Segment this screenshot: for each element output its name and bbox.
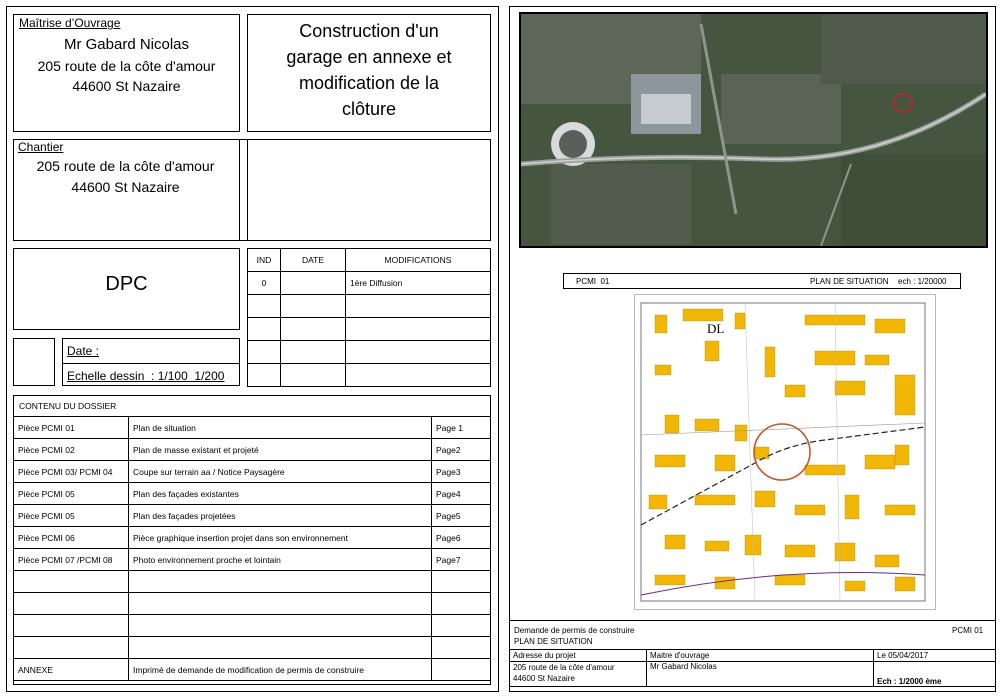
- modifications-table: [247, 248, 491, 387]
- contents-desc: Plan des façades projetées: [129, 505, 432, 527]
- contents-desc: [129, 637, 432, 659]
- project-title-line-4: clôture: [341, 99, 397, 119]
- footer-row: [510, 650, 996, 662]
- contents-page: Page4: [432, 483, 491, 505]
- project-title-line-2: garage en annexe et: [286, 47, 452, 67]
- modification-ind: 0: [248, 272, 281, 295]
- modification-date: [281, 364, 346, 387]
- contents-table: [13, 416, 491, 681]
- cadastral-map-image: [635, 295, 935, 609]
- contents-piece: ANNEXE: [14, 659, 129, 681]
- contents-piece: Pièce PCMI 01: [14, 417, 129, 439]
- owner-address1: 205 route de la côte d'amour: [37, 58, 216, 74]
- contents-desc: [129, 593, 432, 615]
- contents-row: [14, 637, 491, 659]
- contents-page: Page6: [432, 527, 491, 549]
- modifications-header-row: [248, 249, 491, 272]
- header-modifications: MODIFICATIONS: [346, 249, 491, 272]
- plan-code: PCMI 01: [576, 277, 610, 286]
- contents-piece: Pièce PCMI 03/ PCMI 04: [14, 461, 129, 483]
- footer-code: PCMI 01: [952, 626, 984, 635]
- modification-row: [248, 364, 491, 387]
- contents-row: [14, 571, 491, 593]
- owner-label-footer: Maitre d'ouvrage: [647, 650, 874, 662]
- blank-box: [247, 139, 491, 241]
- contents-desc: Coupe sur terrain aa / Notice Paysagère: [129, 461, 432, 483]
- footer-owner: Mr Gabard Nicolas: [647, 662, 874, 687]
- footer-table: [509, 649, 996, 687]
- contents-row: [14, 593, 491, 615]
- contents-piece: [14, 637, 129, 659]
- cadastral-map: [634, 294, 936, 610]
- plan-title: PLAN DE SITUATION: [810, 277, 889, 286]
- contents-row: [14, 417, 491, 439]
- footer-address2: 44600 St Nazaire: [513, 674, 575, 683]
- contents-row: [14, 461, 491, 483]
- modification-ind: [248, 364, 281, 387]
- footer-date: Le 05/04/2017: [874, 650, 996, 662]
- modification-text: [346, 318, 491, 341]
- modification-row: [248, 341, 491, 364]
- footer-request: Demande de permis de construire: [514, 626, 635, 635]
- modification-text: 1ère Diffusion: [346, 272, 491, 295]
- contents-desc: Imprimé de demande de modification de permis de construire: [129, 659, 432, 681]
- modification-date: [281, 341, 346, 364]
- site-address2: 44600 St Nazaire: [71, 179, 180, 195]
- contents-desc: Plan des façades existantes: [129, 483, 432, 505]
- contents-desc: Plan de situation: [129, 417, 432, 439]
- site-address1: 205 route de la côte d'amour: [36, 158, 215, 174]
- plan-header: [563, 273, 961, 289]
- contents-page: [432, 615, 491, 637]
- contents-page: [432, 637, 491, 659]
- contents-page: Page3: [432, 461, 491, 483]
- owner-name: Mr Gabard Nicolas: [63, 36, 190, 53]
- project-title-line-3: modification de la: [298, 73, 440, 93]
- contents-desc: Pièce graphique insertion projet dans son environnement: [129, 527, 432, 549]
- contents-desc: Photo environnement proche et lointain: [129, 549, 432, 571]
- modification-text: [346, 364, 491, 387]
- footer-address-cell: [510, 662, 647, 687]
- plan-scale: ech : 1/20000: [898, 277, 947, 286]
- contents-page: Page7: [432, 549, 491, 571]
- contents-row: [14, 549, 491, 571]
- contents-desc: [129, 615, 432, 637]
- contents-piece: [14, 593, 129, 615]
- aerial-photo-image: [521, 14, 986, 246]
- modification-date: [281, 295, 346, 318]
- contents-title: CONTENU DU DOSSIER: [19, 401, 117, 411]
- contents-row: [14, 527, 491, 549]
- date-label: Date :: [67, 344, 100, 358]
- date-scale-divider: [62, 363, 240, 364]
- owner-box: [13, 14, 240, 132]
- contents-piece: Pièce PCMI 05: [14, 505, 129, 527]
- logo-box: [13, 338, 55, 386]
- address-label: Adresse du projet: [510, 650, 647, 662]
- modification-row: [248, 295, 491, 318]
- header-date: DATE: [281, 249, 346, 272]
- contents-piece: [14, 571, 129, 593]
- doc-type: DPC: [105, 273, 148, 295]
- contents-page: Page5: [432, 505, 491, 527]
- contents-piece: Pièce PCMI 07 /PCMI 08: [14, 549, 129, 571]
- contents-piece: [14, 615, 129, 637]
- contents-page: [432, 571, 491, 593]
- contents-piece: Pièce PCMI 02: [14, 439, 129, 461]
- owner-address2: 44600 St Nazaire: [72, 78, 181, 94]
- footer-row: [510, 662, 996, 687]
- project-title-box: [247, 14, 491, 132]
- project-title-line-1: Construction d'un: [299, 21, 439, 41]
- footer-address1: 205 route de la côte d'amour: [513, 663, 615, 672]
- owner-label: Maîtrise d’Ouvrage: [19, 16, 121, 30]
- aerial-photo: [519, 12, 988, 248]
- contents-row: [14, 615, 491, 637]
- modification-row: [248, 318, 491, 341]
- modification-ind: [248, 295, 281, 318]
- contents-row: [14, 439, 491, 461]
- contents-row: [14, 505, 491, 527]
- contents-desc: Plan de masse existant et projeté: [129, 439, 432, 461]
- scale-label: Echelle dessin : 1/100 1/200: [67, 369, 225, 383]
- modification-date: [281, 272, 346, 295]
- modification-date: [281, 318, 346, 341]
- contents-page: [432, 659, 491, 681]
- cadastre-label: DL: [707, 321, 725, 336]
- modification-text: [346, 295, 491, 318]
- contents-page: [432, 593, 491, 615]
- contents-piece: Pièce PCMI 06: [14, 527, 129, 549]
- site-inner: [13, 139, 240, 241]
- header-ind: IND: [248, 249, 281, 272]
- modification-ind: [248, 341, 281, 364]
- doc-type-box: [13, 248, 240, 330]
- footer-title: PLAN DE SITUATION: [514, 637, 593, 646]
- contents-row: [14, 659, 491, 681]
- contents-desc: [129, 571, 432, 593]
- footer-scale: Ech : 1/2000 ème: [874, 662, 996, 687]
- site-label: Chantier: [18, 140, 64, 154]
- modification-row: [248, 272, 491, 295]
- modification-text: [346, 341, 491, 364]
- contents-page: Page 1: [432, 417, 491, 439]
- modification-ind: [248, 318, 281, 341]
- contents-piece: Pièce PCMI 05: [14, 483, 129, 505]
- contents-row: [14, 483, 491, 505]
- contents-page: Page2: [432, 439, 491, 461]
